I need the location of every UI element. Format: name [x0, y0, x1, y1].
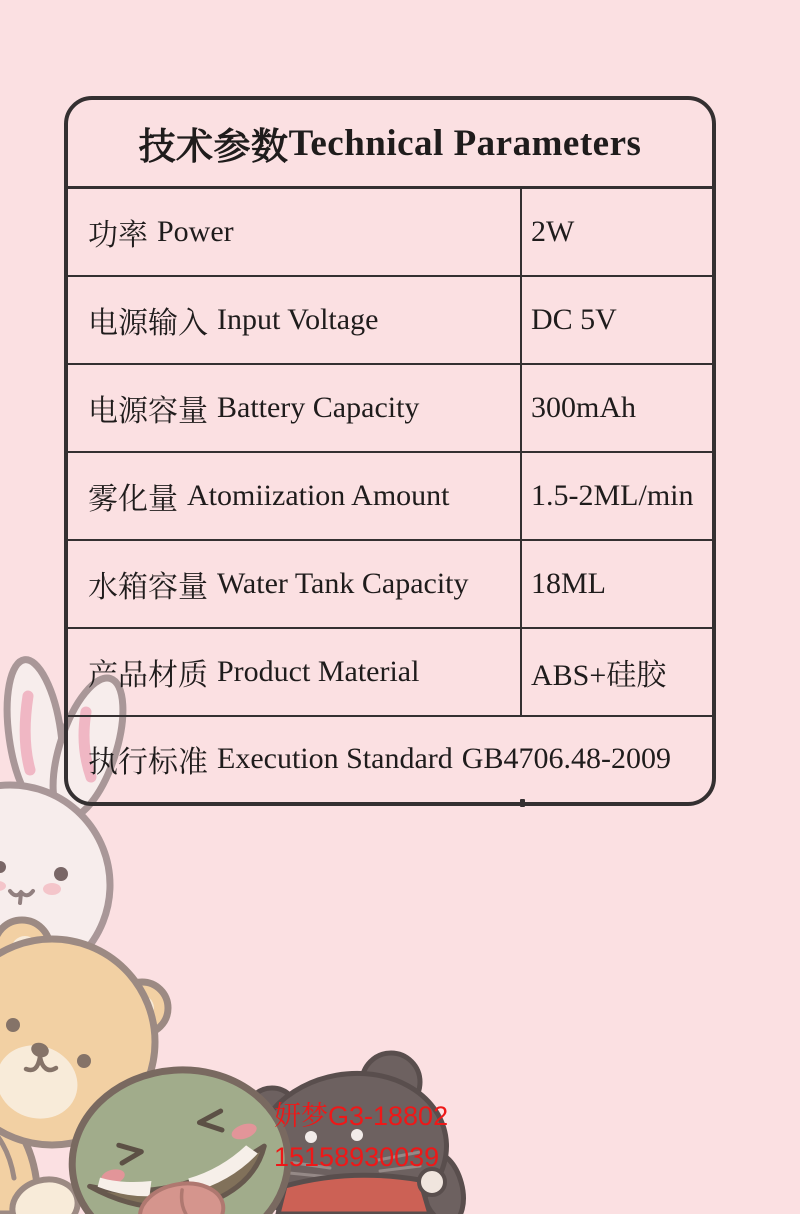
table-row	[68, 541, 712, 629]
table-row	[68, 277, 712, 365]
spec-value: DC 5V	[531, 303, 617, 336]
execution-standard-row	[68, 717, 712, 800]
spec-label-cell	[68, 629, 522, 715]
spec-label-cell	[68, 365, 522, 451]
spec-value: 18ML	[531, 567, 606, 600]
spec-label-cn: 雾化量	[88, 483, 178, 516]
spec-value: 2W	[531, 215, 575, 248]
spec-label-cell	[68, 453, 522, 539]
bear-eye-right	[77, 1054, 91, 1068]
mouse-shirt	[278, 1175, 430, 1214]
table-title	[68, 100, 712, 189]
border-artifact-tick	[520, 799, 525, 807]
bear-eye-left	[6, 1018, 20, 1032]
spec-label-en: Battery Capacity	[217, 391, 420, 424]
spec-label-cn: 功率	[88, 219, 148, 252]
rabbit-eye-right	[54, 867, 68, 881]
spec-label-en: Power	[157, 215, 234, 248]
footer-label-cn: 执行标准	[88, 745, 208, 779]
table-row	[68, 629, 712, 717]
spec-label-en: Water Tank Capacity	[217, 567, 469, 600]
spec-value-cell	[522, 365, 712, 451]
footer-label-en: Execution Standard	[217, 741, 453, 775]
spec-value-cell	[522, 629, 712, 715]
rabbit-inner-ear-left	[25, 696, 30, 770]
spec-label-en: Atomiization Amount	[187, 479, 450, 512]
watermark-phone: 15158930039	[274, 1142, 440, 1172]
technical-parameters-table	[64, 96, 716, 806]
spec-value-cell	[522, 541, 712, 627]
table-row	[68, 453, 712, 541]
table-title-cn: 技术参数	[138, 126, 289, 167]
spec-label-cell	[68, 541, 522, 627]
spec-label-cell	[68, 189, 522, 275]
table-title-en: Technical Parameters	[288, 122, 642, 164]
watermark-text	[274, 1096, 448, 1178]
spec-value-cell	[522, 277, 712, 363]
spec-label-cn: 水箱容量	[88, 571, 208, 604]
spec-value: 300mAh	[531, 391, 636, 424]
spec-value: ABS+硅胶	[531, 659, 667, 692]
spec-value: 1.5-2ML/min	[531, 479, 694, 512]
rabbit-blush-right	[43, 883, 61, 895]
table-row	[68, 365, 712, 453]
spec-label-en: Input Voltage	[217, 303, 379, 336]
spec-label-cn: 产品材质	[88, 659, 208, 692]
footer-value: GB4706.48-2009	[461, 741, 671, 775]
watermark-model: 妍梦G3-18802	[274, 1101, 449, 1131]
spec-value-cell	[522, 189, 712, 275]
spec-label-cn: 电源输入	[88, 307, 208, 340]
spec-value-cell	[522, 453, 712, 539]
spec-label-cell	[68, 277, 522, 363]
spec-label-en: Product Material	[217, 655, 420, 688]
spec-label-cn: 电源容量	[88, 395, 208, 428]
table-row	[68, 189, 712, 277]
